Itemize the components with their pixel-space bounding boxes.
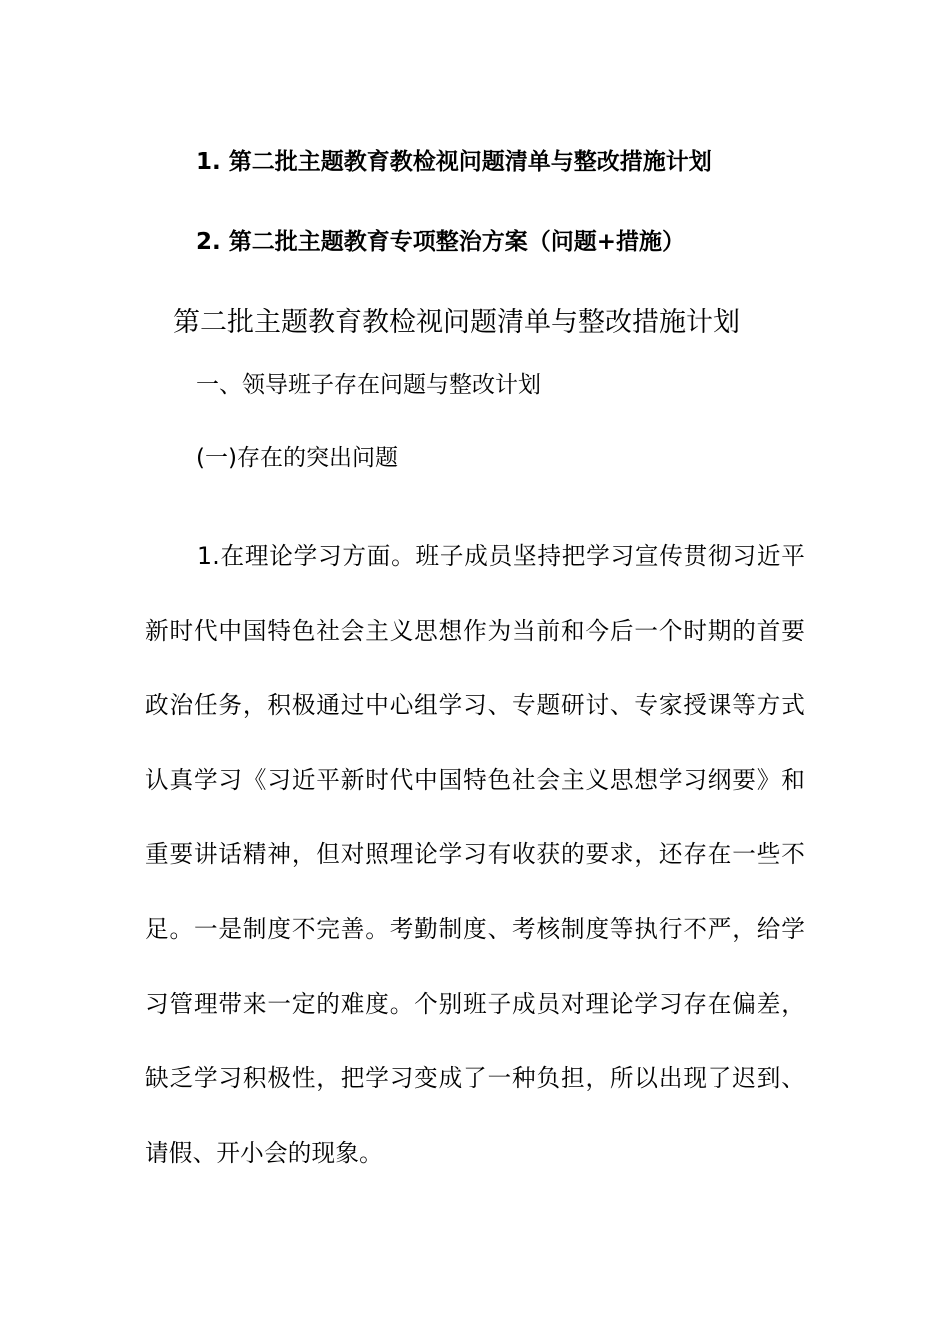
subsection-heading: (一)存在的突出问题 [196,445,398,471]
toc-item-1: 1. 第二批主题教育教检视问题清单与整改措施计划 [196,149,712,175]
body-paragraph: 1.在理论学习方面。班子成员坚持把学习宣传贯彻习近平新时代中国特色社会主义思想作为当前和今后一个时期的首要政治任务，积极通过中心组学习、专题研讨、专家授课等方式认真学习《习近平新时代中国特色社会主义思想学习纲要》和重要讲话精神，但对照理论学习有收获的要求，还存在一些不足。一是制度不完善。考勤制度、考核制度等执行不严，给学习管理带来一定的难度。个别班子成员对理论学习存在偏差，缺乏学习积极性，把学习变成了一种负担，所以出现了迟到、请假、开小会的现象。 [145,542,805,1167]
toc-item-2: 2. 第二批主题教育专项整治方案（问题+措施） [196,229,686,255]
section-heading: 一、领导班子存在问题与整改计划 [196,372,541,398]
document-title: 第二批主题教育教检视问题清单与整改措施计划 [173,307,740,338]
